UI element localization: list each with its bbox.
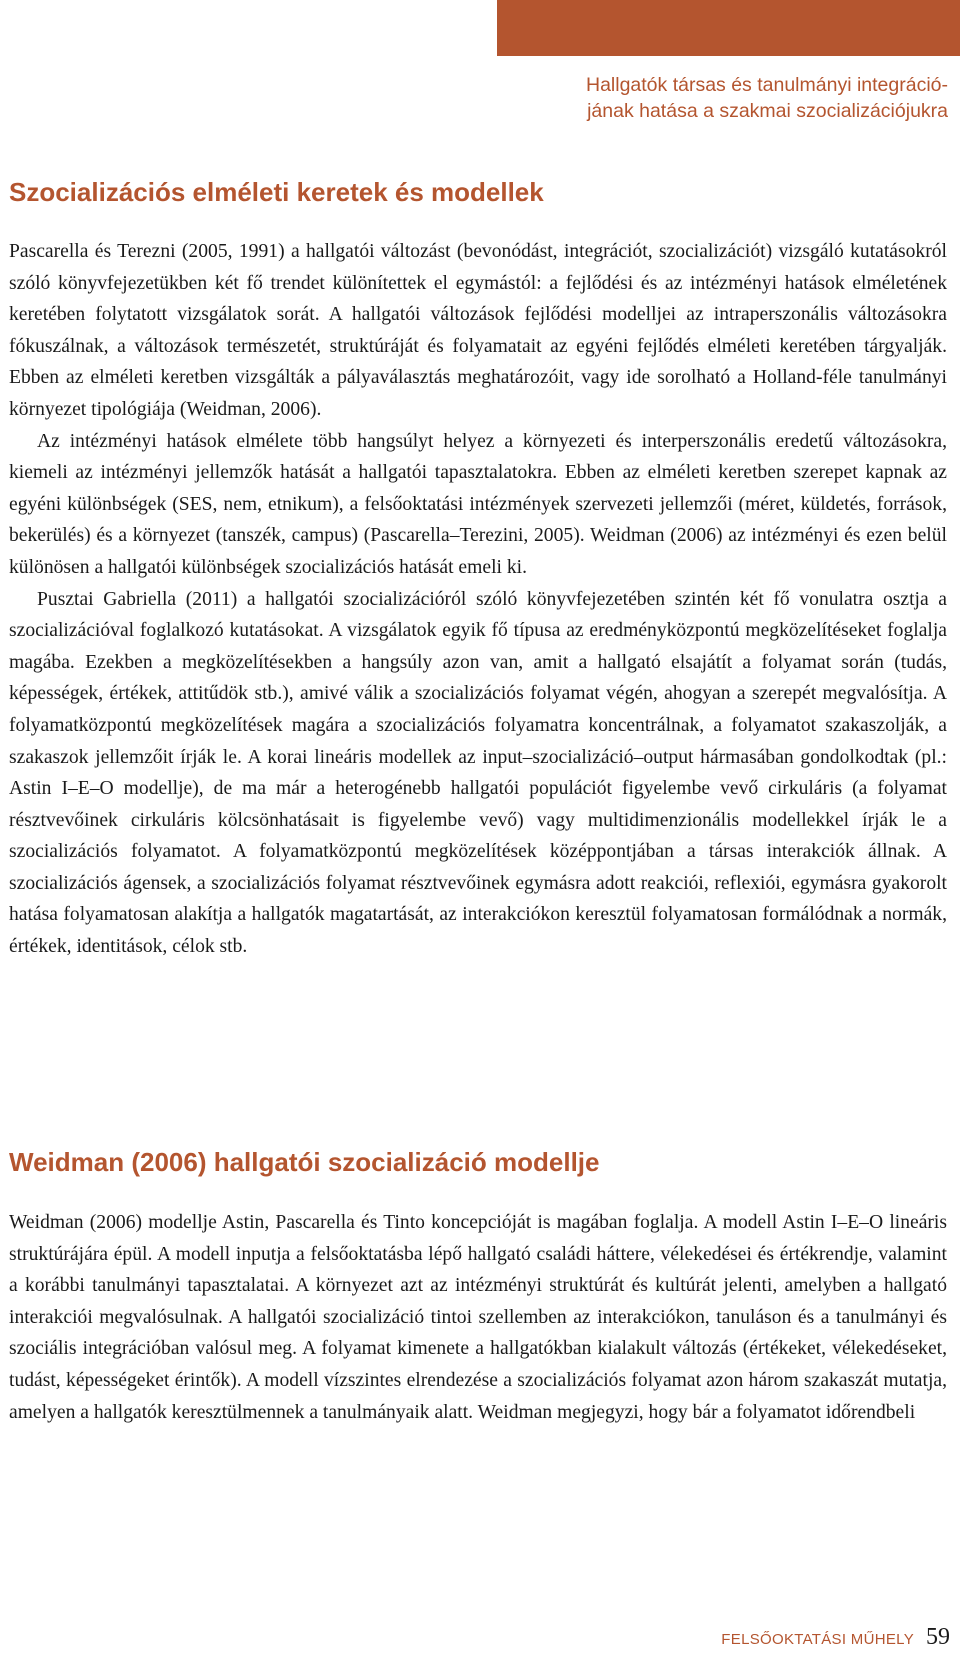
- header-color-bar: [497, 0, 960, 56]
- page-number: 59: [926, 1624, 950, 1650]
- running-head-line: jának hatása a szakmai szocializációjukra: [587, 100, 948, 122]
- paragraph: Pusztai Gabriella (2011) a hallgatói szocializációról szóló könyvfejezetében szintén két fő vonulatra osztja a szocializációval foglalkozó kutatásokat. A vizsgálatok egyik fő típusa az eredményközpontú megközelítéseket foglalja magába. Ezekben a megközelítésekben a hangsúly azon van, amit a hallgató elsajátít a folyamat során (tudás, képességek, értékek, attitűdök stb.), amivé válik a szocializációs folyamat végén, ahogyan a szerepét megvalósítja. A folyamatközpontú megközelítések magára a szocializációs folyamatra koncentrálnak, a folyamatot szakaszolják, a szakaszok jellemzőit írják le. A korai lineáris modellek az input–szocializáció–output hármasában gondolkodtak (pl.: Astin I–E–O modellje), de ma már a heterogénebb hallgatói populációt figyelembe vevő cirkuláris (a folyamat résztvevőinek cirkuláris kölcsönhatásait is figyelembe vevő) vagy multidimenzionális modellekkel írják le a szocializációs folyamatot. A folyamatközpontú megközelítések középpontjában a társas interakciók állnak. A szocializációs ágensek, a szocializációs folyamat résztvevőinek egymásra adott reakciói, reflexiói, egymásra gyakorolt hatása folyamatosan alakítja a hallgatók magatartását, az interakciókon keresztül folyamatosan formálódnak a normák, értékek, identitások, célok stb.: [9, 588, 947, 958]
- section-body: [9, 1207, 947, 1428]
- section-body: [9, 236, 947, 963]
- paragraph: Az intézményi hatások elmélete több hangsúlyt helyez a környezeti és interperszonális eredetű változásokra, kiemeli az intézményi jellemzők hatását a hallgatói tapasztalatokra. Ebben az elméleti keretben szerepet kapnak az egyéni különbségek (SES, nem, etnikum), a felsőoktatási intézmények szervezeti jellemzői (méret, küldetés, források, bekerülés) és a környezet (tanszék, campus) (Pascarella–Terezini, 2005). Weidman (2006) az intézményi és ezen belül különösen a hallgatói különbségek szocializációs hatását emeli ki.: [9, 430, 947, 578]
- page-footer: [721, 1624, 950, 1650]
- running-head-line: Hallgatók társas és tanulmányi integráció-: [585, 74, 948, 96]
- section-heading: Weidman (2006) hallgatói szocializáció modellje: [9, 1147, 600, 1177]
- journal-name: FELSŐOKTATÁSI MŰHELY: [721, 1631, 914, 1648]
- paragraph: Weidman (2006) modellje Astin, Pascarella és Tinto koncepcióját is magában foglalja. A modell Astin I–E–O lineáris struktúrájára épül. A modell inputja a felsőoktatásba lépő hallgató családi háttere, vélekedései és értékrendje, valamint a korábbi tanulmányi tapasztalatai. A környezet azt az intézményi struktúrát és kultúrát jelenti, amelyben a hallgató interakciói megvalósulnak. A hallgatói szocializáció tintoi szellemben az interakciókon, tanuláson és a tanulmányi és szociális integrációban valósul meg. A folyamat kimenete a hallgatókban kialakult változás (értékeket, vélekedéseket, tudást, képességeket érintők). A modell vízszintes elrendezése a szocializációs folyamat azon három szakaszát mutatja, amelyen a hallgatók keresztülmennek a tanulmányaik alatt. Weidman megjegyzi, hogy bár a folyamatot időrendbeli: [9, 1212, 947, 1423]
- running-head: [428, 72, 948, 124]
- paragraph: Pascarella és Terezni (2005, 1991) a hallgatói változást (bevonódást, integrációt, szocializációt) vizsgáló kutatásokról szóló könyvfejezetükben két fő trendet különítettek el egymástól: a fejlődési és az intézményi hatások elméletének keretében folytatott vizsgálatok sorát. A hallgatói változások fejlődési modelljei az intraperszonális változásokra fókuszálnak, a változások természetét, struktúráját és folyamatait az egyéni fejlődés elméleti keretében tárgyalják. Ebben az elméleti keretben vizsgálták a pályaválasztás meghatározóit, vagy ide sorolható a Holland-féle tanulmányi környezet tipológiája (Weidman, 2006).: [9, 241, 947, 420]
- section-heading: Szocializációs elméleti keretek és modellek: [9, 177, 544, 207]
